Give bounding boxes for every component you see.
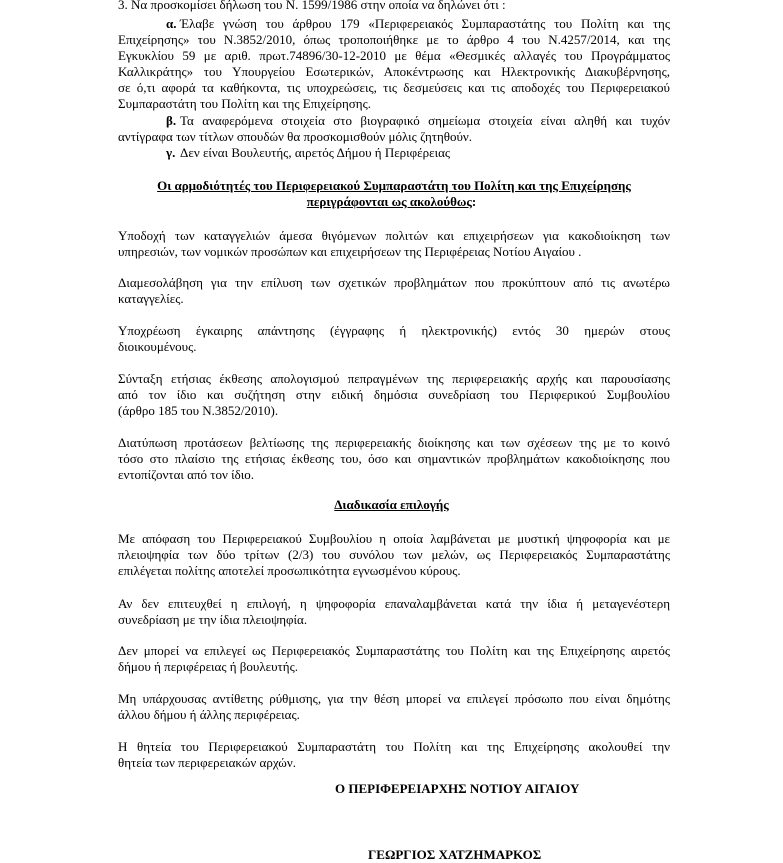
selection-1-line-2: πλειοψηφία των δύο τρίτων (2/3) του συνόλου των μελών, ως Περιφερειακός Συμπαραστάτης (118, 547, 670, 562)
declaration-intro: 3. Να προσκομίσει δήλωση του Ν. 1599/1986 στην οποία να δηλώνει ότι : (118, 0, 506, 12)
duty-5-line-3: εντοπίζονται από τον ίδιο. (118, 467, 255, 482)
selection-2-line-2: συνεδρίαση με την ίδια πλειοψηφία. (118, 612, 308, 627)
duty-1-line-1: Υποδοχή των καταγγελιών άμεσα θιγόμενων πολιτών και επιχειρήσεων για κακοδιοίκηση των (118, 228, 670, 243)
signature-name: ΓΕΩΡΓΙΟΣ ΧΑΤΖΗΜΑΡΚΟΣ (368, 847, 542, 862)
duties-heading-colon: : (471, 194, 477, 209)
item-a-line-3: Εγκυκλίου 59 με αριθ. πρωτ.74896/30-12-2010 με θέμα «Θεσμικές αλλαγές του Προγράμματος (118, 48, 670, 63)
item-c-letter: γ. (166, 145, 176, 160)
signature-title: Ο ΠΕΡΙΦΕΡΕΙΑΡΧΗΣ ΝΟΤΙΟΥ ΑΙΓΑΙΟΥ (335, 781, 580, 796)
item-b-line-1: Τα αναφερόμενα στοιχεία στο βιογραφικό σημείωμα στοιχεία είναι αληθή και τυχόν (180, 113, 670, 128)
selection-heading: Διαδικασία επιλογής (334, 497, 449, 512)
duty-3-line-2: διοικουμένους. (118, 339, 197, 354)
item-a-line-5: σε ό,τι αφορά τα καθήκοντα, τις υποχρεώσεις, τις δεσμεύσεις και τις αποδοχές του Περιφερειακού (118, 80, 670, 95)
item-a-line-1: Έλαβε γνώση του άρθρου 179 «Περιφερειακός Συμπαραστάτης του Πολίτη και της (180, 16, 670, 31)
duty-2-line-2: καταγγελίες. (118, 291, 184, 306)
duty-2-line-1: Διαμεσολάβηση για την επίλυση των σχετικών προβλημάτων που προκύπτουν από τις ανωτέρω (118, 275, 670, 290)
duty-5-line-2: τόσο στο πλαίσιο της ετήσιας έκθεσης του, όσο και σημαντικών προβλημάτων κακοδιοίκησης που (118, 451, 670, 466)
item-b-line-2: αντίγραφα των τίτλων σπουδών θα προσκομισθούν μόλις ζητηθούν. (118, 129, 473, 144)
selection-2-line-1: Αν δεν επιτευχθεί η επιλογή, η ψηφοφορία επαναλαμβάνεται κατά την ίδια ή μεταγενέστερη (118, 596, 670, 611)
item-b-letter: β. (166, 113, 177, 128)
selection-5-line-1: Η θητεία του Περιφερειακού Συμπαραστάτη του Πολίτη και της Επιχείρησης ακολουθεί την (118, 739, 670, 754)
item-a-line-4: Καλλικράτης» του Υπουργείου Εσωτερικών, Αποκέντρωσης και Ηλεκτρονικής Διακυβέρνησης, (118, 64, 670, 79)
selection-3-line-1: Δεν μπορεί να επιλεγεί ως Περιφερειακός Συμπαραστάτης του Πολίτη και της Επιχείρησης αιρετός (118, 643, 670, 658)
duties-heading-line-1: Οι αρμοδιότητές του Περιφερειακού Συμπαραστάτη του Πολίτη και της Επιχείρησης (157, 178, 631, 193)
duty-1-line-2: υπηρεσιών, των νομικών προσώπων και επιχειρήσεων της Περιφέρειας Νοτίου Αιγαίου . (118, 244, 582, 259)
duties-heading-line-2: περιγράφονται ως ακολούθως (306, 194, 472, 209)
item-a-letter: α. (166, 16, 177, 31)
selection-3-line-2: δήμου ή περιφέρειας ή βουλευτής. (118, 659, 298, 674)
duty-5-line-1: Διατύπωση προτάσεων βελτίωσης της περιφερειακής διοίκησης και των σχέσεων της με το κοινό (118, 435, 670, 450)
selection-4-line-1: Μη υπάρχουσας αντίθετης ρύθμισης, για την θέση μπορεί να επιλεγεί πρόσωπο που είναι δημότης (118, 691, 670, 706)
selection-1-line-3: επιλέγεται πολίτης αποτελεί προσωπικότητα εγνωσμένου κύρους. (118, 563, 461, 578)
duty-4-line-3: (άρθρο 185 του Ν.3852/2010). (118, 403, 279, 418)
duty-4-line-1: Σύνταξη ετήσιας έκθεσης απολογισμού πεπραγμένων της περιφερειακής αρχής και παρουσίασης (118, 371, 670, 386)
item-a-line-6: Συμπαραστάτη του Πολίτη και της Επιχείρησης. (118, 96, 371, 111)
duty-3-line-1: Υποχρέωση έγκαιρης απάντησης (έγγραφης ή ηλεκτρονικής) εντός 30 ημερών στους (118, 323, 670, 338)
duties-heading-line-2-wrap (0, 194, 783, 210)
item-c-text: Δεν είναι Βουλευτής, αιρετός Δήμου ή Περιφέρειας (180, 145, 451, 160)
selection-5-line-2: θητεία των περιφερειακών αρχών. (118, 755, 296, 770)
selection-4-line-2: άλλου δήμου ή άλλης περιφέρειας. (118, 707, 300, 722)
selection-1-line-1: Με απόφαση του Περιφερειακού Συμβουλίου η οποία λαμβάνεται με μυστική ψηφοφορία και με (118, 531, 670, 546)
duty-4-line-2: από τον ίδιο και συζήτηση στην ειδική δημόσια συνεδρίαση του Περιφερικού Συμβουλίου (118, 387, 670, 402)
item-a-line-2: Επιχείρησης» του Ν.3852/2010, όπως τροποποιήθηκε με το άρθρο 4 του Ν.4257/2014, και της (118, 32, 670, 47)
